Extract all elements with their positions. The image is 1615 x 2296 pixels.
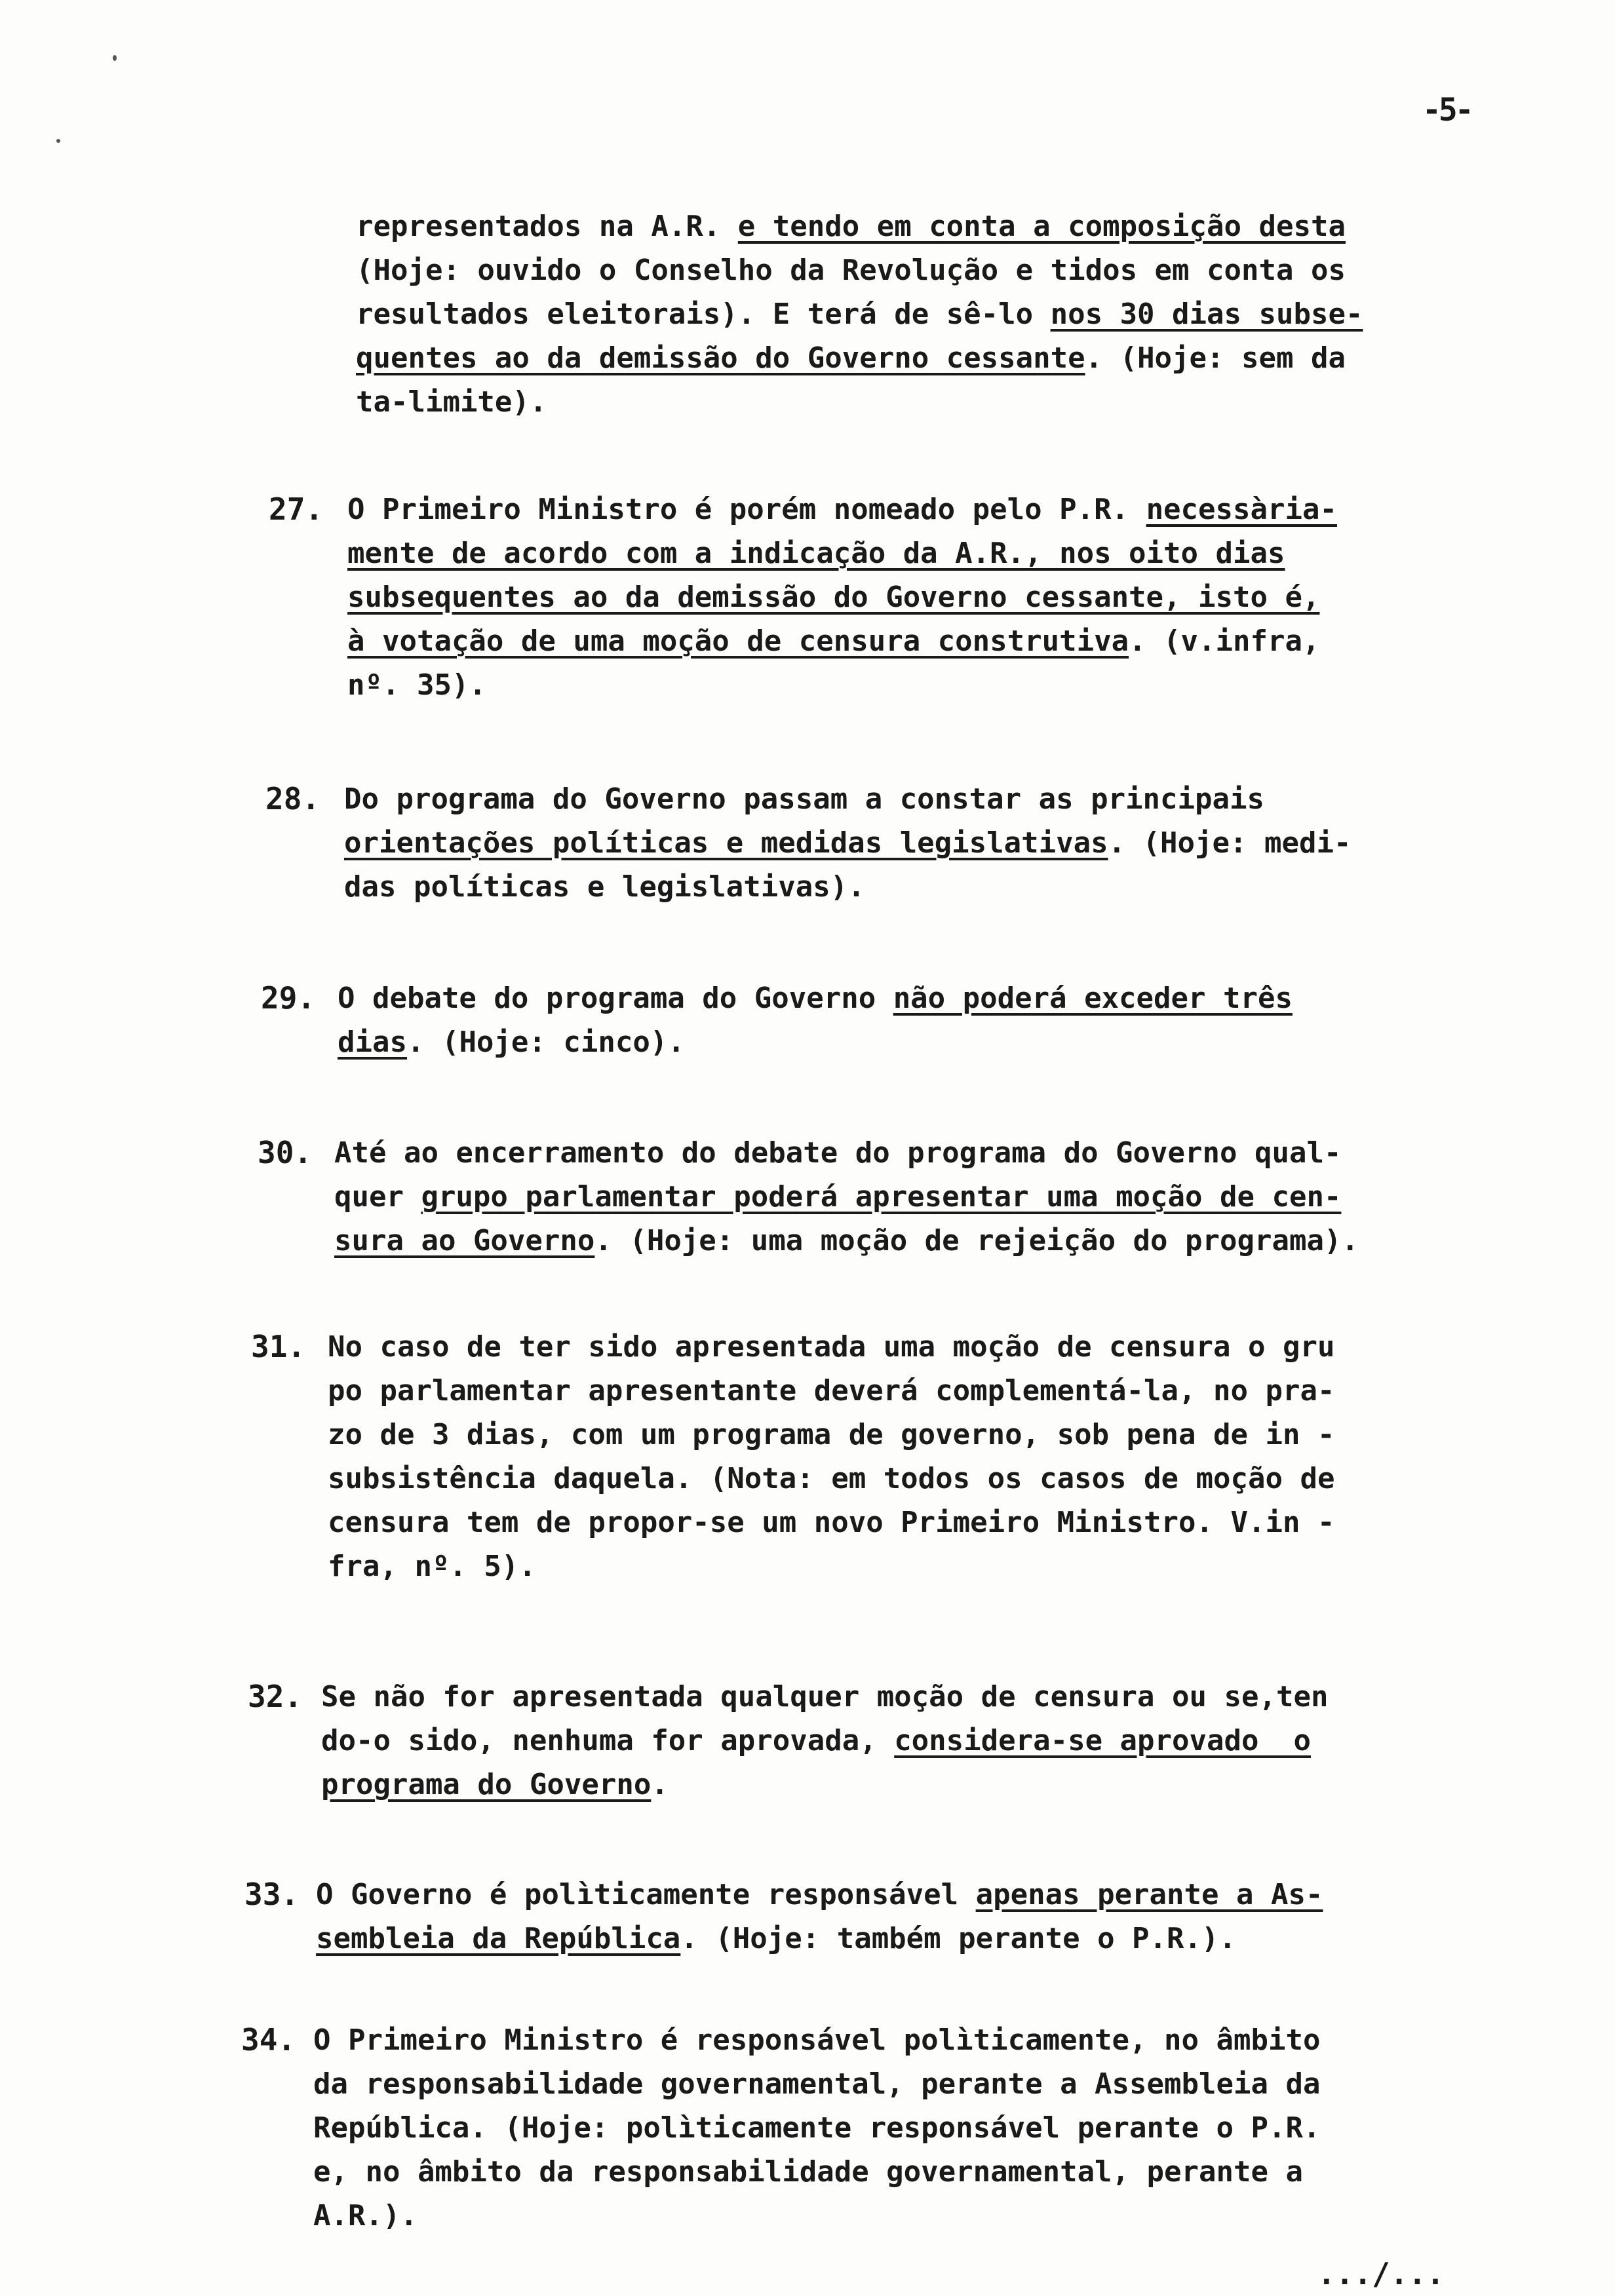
text-run: A.R.).	[313, 2199, 418, 2232]
item-paragraph	[334, 1131, 1359, 1263]
underlined-text: dias	[338, 1025, 407, 1059]
text-line	[356, 336, 1363, 380]
text-run: censura tem de propor-se um novo Primeiro Ministro. V.in -	[328, 1506, 1335, 1539]
continuation-mark: .../...	[1317, 2256, 1445, 2291]
text-line	[334, 1219, 1359, 1263]
item-paragraph	[313, 2018, 1320, 2238]
text-run: representados na A.R.	[356, 210, 738, 243]
text-line	[313, 2062, 1320, 2106]
underlined-text: à votação de uma moção de censura construtiva	[347, 624, 1129, 658]
text-line	[328, 1457, 1334, 1501]
item-paragraph	[344, 777, 1351, 909]
text-run: zo de 3 dias, com um programa de governo, sob pena de in -	[328, 1418, 1335, 1451]
underlined-text: apenas perante a As-	[975, 1878, 1323, 1911]
text-line	[344, 777, 1351, 821]
text-line	[344, 865, 1351, 909]
text-line	[347, 575, 1337, 619]
item-number: 31.	[251, 1329, 306, 1364]
text-run: fra, nº. 5).	[328, 1550, 536, 1583]
text-line	[321, 1763, 1328, 1807]
text-line	[316, 1873, 1323, 1917]
underlined-text: considera-se aprovado o	[894, 1724, 1311, 1757]
text-line	[328, 1501, 1334, 1544]
item-number: 28.	[265, 781, 321, 816]
item-number: 32.	[248, 1679, 303, 1714]
text-run: resultados eleitorais). E terá de sê-lo	[356, 297, 1051, 331]
text-line	[313, 2018, 1320, 2062]
text-run: ta-limite).	[356, 385, 547, 419]
text-line	[328, 1369, 1334, 1413]
text-run: e, no âmbito da responsabilidade governamental, perante a	[313, 2155, 1303, 2189]
text-run: No caso de ter sido apresentada uma moção de censura o gru	[328, 1330, 1335, 1364]
underlined-text: sembleia da República	[316, 1922, 681, 1955]
text-run: quer	[334, 1180, 421, 1214]
text-run: . (Hoje: também perante o P.R.).	[680, 1922, 1236, 1955]
text-line	[356, 204, 1363, 248]
item-paragraph	[328, 1325, 1334, 1588]
text-line	[334, 1131, 1359, 1175]
text-line	[347, 531, 1337, 575]
text-line	[347, 488, 1337, 531]
text-run: .	[651, 1768, 669, 1801]
text-line	[356, 248, 1363, 292]
text-line	[347, 663, 1337, 707]
text-run: Até ao encerramento do debate do programa do Governo qual-	[334, 1136, 1342, 1170]
text-line	[313, 2106, 1320, 2150]
intro-paragraph	[356, 204, 1363, 424]
text-run: . (Hoje: sem da	[1085, 341, 1346, 375]
text-run: O debate do programa do Governo	[338, 982, 893, 1015]
item-number: 27.	[269, 491, 324, 527]
item-number: 30.	[258, 1135, 313, 1170]
text-run: O Governo é polìticamente responsável	[316, 1878, 976, 1911]
underlined-text: e tendo em conta a composição desta	[737, 210, 1346, 243]
text-run: Do programa do Governo passam a constar as principais	[344, 782, 1264, 816]
text-run: da responsabilidade governamental, perante a Assembleia da	[313, 2067, 1321, 2101]
text-line	[313, 2194, 1320, 2238]
text-run: do-o sido, nenhuma for aprovada,	[321, 1724, 895, 1757]
underlined-text: nos 30 dias subse-	[1050, 297, 1363, 331]
text-run: nº. 35).	[347, 668, 486, 702]
item-paragraph	[321, 1675, 1328, 1807]
text-line	[321, 1719, 1328, 1763]
text-line	[356, 292, 1363, 336]
item-number: 29.	[261, 980, 316, 1016]
text-line	[338, 1020, 1293, 1064]
text-run: República. (Hoje: polìticamente responsável perante o P.R.	[313, 2111, 1321, 2145]
underlined-text: subsequentes ao da demissão do Governo cessante, isto é,	[347, 581, 1320, 614]
text-run: O Primeiro Ministro é responsável polìticamente, no âmbito	[313, 2023, 1321, 2057]
text-run: . (Hoje: uma moção de rejeição do programa).	[594, 1224, 1359, 1257]
underlined-text: programa do Governo	[321, 1768, 652, 1801]
page-number: -5-	[1422, 92, 1471, 128]
text-line	[328, 1544, 1334, 1588]
item-paragraph	[347, 488, 1337, 707]
text-run: . (v.infra,	[1129, 624, 1320, 658]
text-run: (Hoje: ouvido o Conselho da Revolução e tidos em conta os	[356, 254, 1346, 287]
text-run: po parlamentar apresentante deverá complementá-la, no pra-	[328, 1374, 1335, 1407]
text-line	[321, 1675, 1328, 1719]
item-number: 34.	[241, 2022, 296, 2057]
text-line	[328, 1413, 1334, 1457]
text-run: . (Hoje: medi-	[1108, 826, 1352, 860]
scan-speck	[113, 55, 117, 61]
scan-speck	[56, 139, 60, 143]
text-line	[356, 380, 1363, 424]
item-paragraph	[316, 1873, 1323, 1961]
text-line	[347, 619, 1337, 663]
text-line	[334, 1175, 1359, 1219]
underlined-text: mente de acordo com a indicação da A.R., nos oito dias	[347, 537, 1285, 570]
text-line	[313, 2150, 1320, 2194]
item-number: 33.	[244, 1877, 300, 1912]
item-paragraph	[338, 976, 1293, 1064]
underlined-text: não poderá exceder três	[893, 982, 1293, 1015]
text-run: O Primeiro Ministro é porém nomeado pelo P.R.	[347, 493, 1146, 526]
text-run: . (Hoje: cinco).	[406, 1025, 685, 1059]
text-run: Se não for apresentada qualquer moção de censura ou se,ten	[321, 1680, 1329, 1713]
text-line	[328, 1325, 1334, 1369]
underlined-text: sura ao Governo	[334, 1224, 595, 1257]
text-line	[344, 821, 1351, 865]
underlined-text: necessària-	[1146, 493, 1337, 526]
underlined-text: orientações políticas e medidas legislativas	[344, 826, 1108, 860]
text-run: das políticas e legislativas).	[344, 870, 865, 904]
text-run: subsistência daquela. (Nota: em todos os casos de moção de	[328, 1462, 1335, 1495]
text-line	[316, 1917, 1323, 1961]
text-line	[338, 976, 1293, 1020]
underlined-text: quentes ao da demissão do Governo cessante	[356, 341, 1085, 375]
underlined-text: grupo parlamentar poderá apresentar uma moção de cen-	[421, 1180, 1342, 1214]
